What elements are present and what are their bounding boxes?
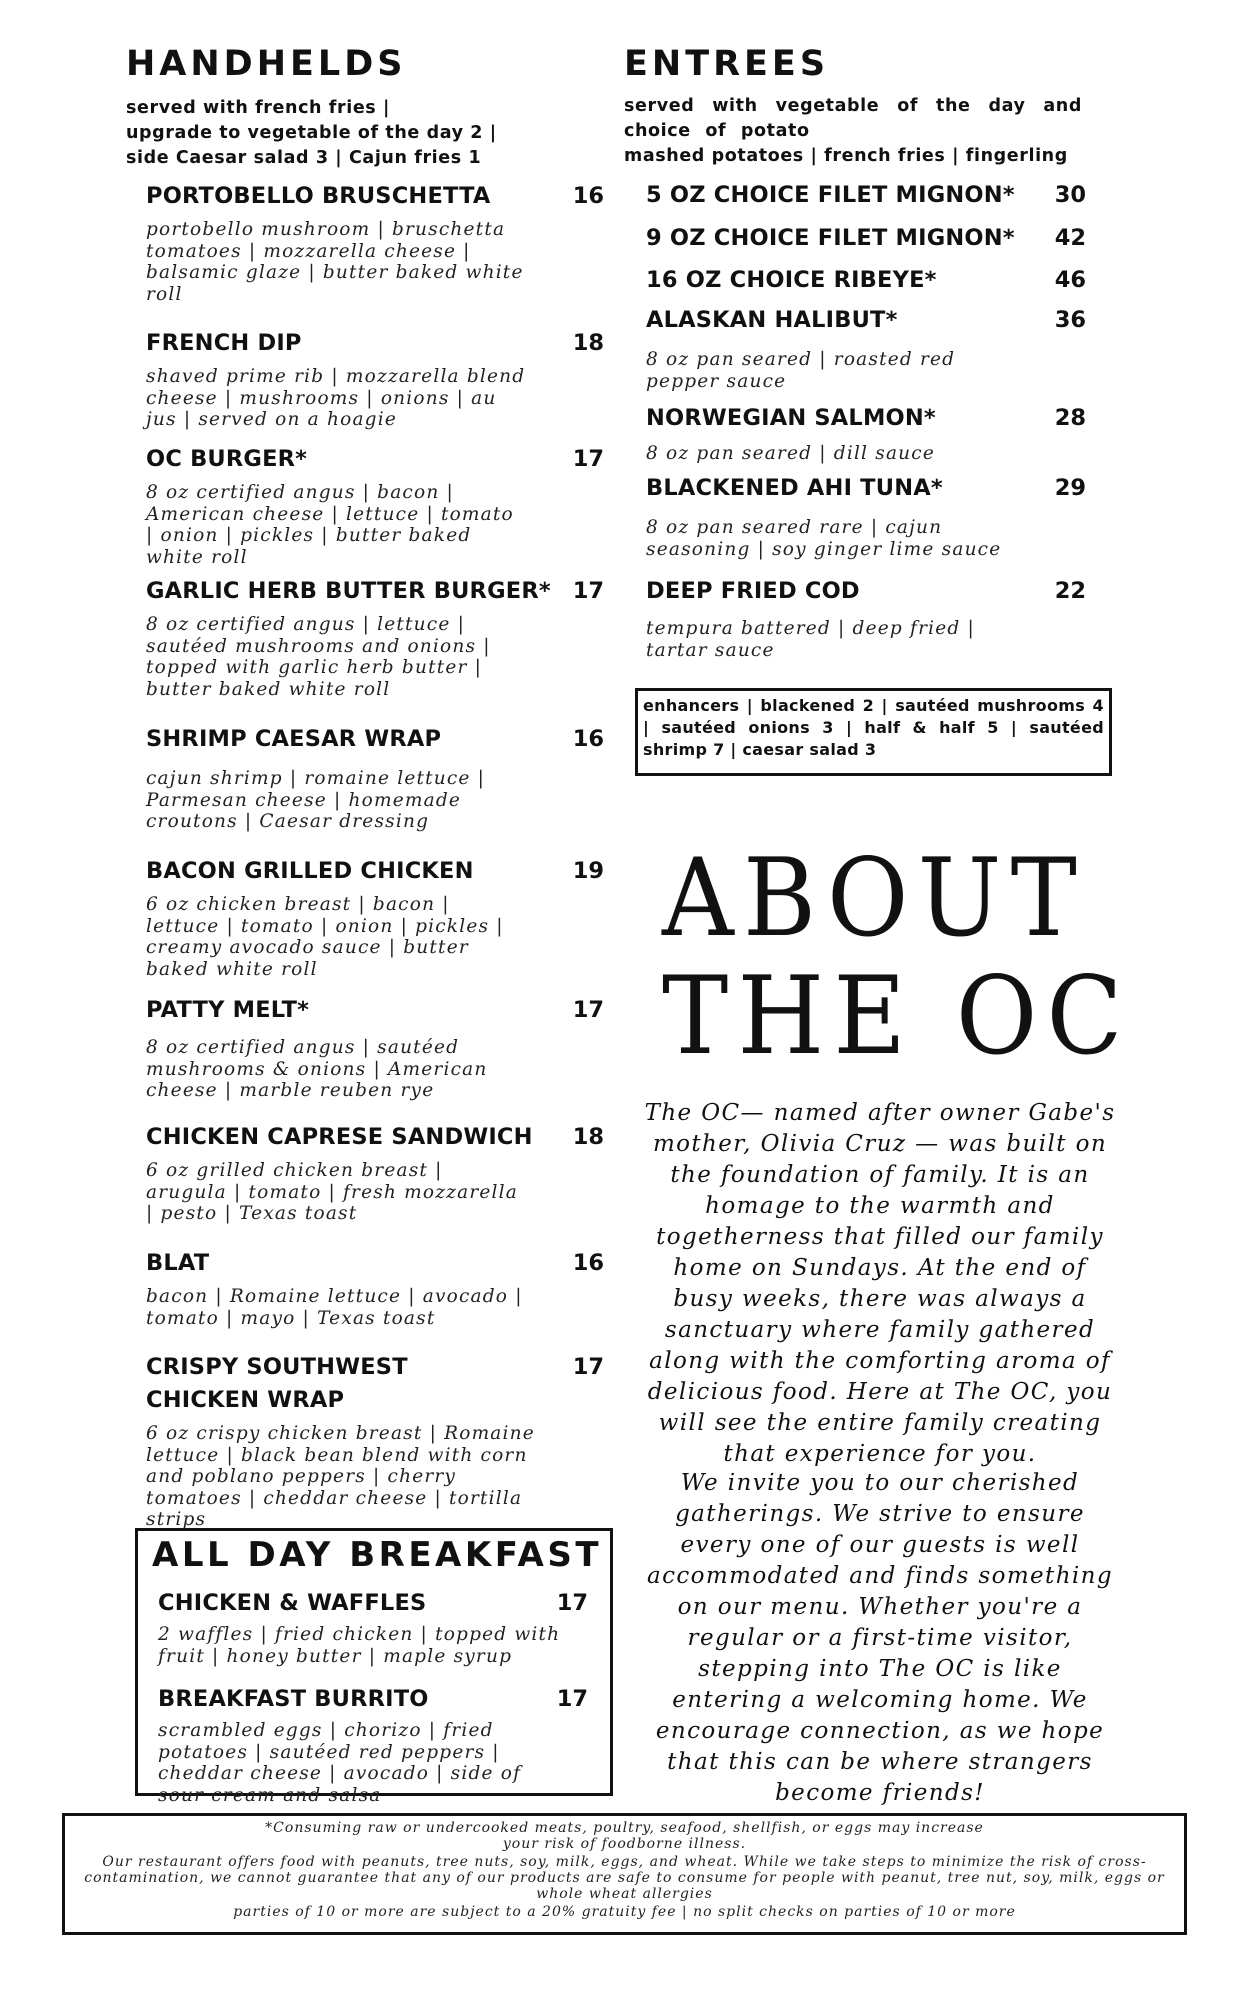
handhelds-title: HANDHELDS [126, 44, 407, 84]
disclaimer-allergens: Our restaurant offers food with peanuts, tree nuts, soy, milk, eggs, and wheat. While we take steps to minimize the risk of cross-contamination, we cannot guarantee that any of our products are safe to consume for people with peanut, tree nut, soy, milk, eggs or whole wheat allergies [84, 1854, 1165, 1902]
item-price: 16 [572, 726, 604, 752]
item-price: 36 [1054, 307, 1086, 333]
item-name: PATTY MELT* [146, 997, 310, 1023]
item-name: 5 OZ CHOICE FILET MIGNON* [646, 182, 1015, 208]
item-description: 8 oz certified angus | bacon | American cheese | lettuce | tomato | onion | pickles | butter baked white roll [146, 482, 514, 568]
item-price: 17 [556, 1686, 588, 1712]
item-name: NORWEGIAN SALMON* [646, 405, 936, 431]
item-price: 46 [1054, 267, 1086, 293]
about-paragraph-1: The OC— named after owner Gabe's mother, Olivia Cruz — was built on the foundation of family. It is an homage to the warmth and togetherness that filled our family home on Sundays. At the end of busy weeks, there was always a sanctuary where family gathered along with the comforting aroma of delicious food. Here at The OC, you will see the entire family creating that experience for you. [644, 1100, 1116, 1467]
item-name: 16 OZ CHOICE RIBEYE* [646, 267, 937, 293]
item-description: bacon | Romaine lettuce | avocado | tomato | mayo | Texas toast [146, 1286, 523, 1329]
handhelds-subtitle-line: side Caesar salad 3 | Cajun fries 1 [126, 148, 482, 168]
item-name: 9 OZ CHOICE FILET MIGNON* [646, 225, 1015, 251]
item-name: ALASKAN HALIBUT* [646, 307, 898, 333]
handhelds-subtitle-line: served with french fries | [126, 98, 391, 118]
item-price: 18 [572, 1124, 604, 1150]
item-name: BACON GRILLED CHICKEN [146, 858, 474, 884]
menu-item [646, 264, 1086, 297]
menu-item [146, 327, 604, 431]
item-price: 17 [556, 1590, 588, 1616]
item-description: 6 oz grilled chicken breast | arugula | tomato | fresh mozzarella | pesto | Texas toast [146, 1160, 518, 1224]
entrees-subtitle [624, 94, 1082, 169]
entrees-title: ENTREES [624, 44, 830, 84]
item-name: SHRIMP CAESAR WRAP [146, 726, 442, 752]
item-price: 17 [572, 997, 604, 1023]
menu-item [146, 723, 604, 833]
breakfast-title: ALL DAY BREAKFAST [152, 1535, 603, 1575]
menu-item [646, 179, 1086, 212]
item-name: PORTOBELLO BRUSCHETTA [146, 183, 491, 209]
disclaimer-gratuity: parties of 10 or more are subject to a 20% gratuity fee | no split checks on parties of 10 or more [233, 1904, 1016, 1920]
menu-item [646, 472, 1086, 560]
item-description: cajun shrimp | romaine lettuce | Parmesan cheese | homemade croutons | Caesar dressing [146, 768, 486, 832]
item-description: 6 oz chicken breast | bacon | lettuce | tomato | onion | pickles | creamy avocado sauce | butter baked white roll [146, 894, 504, 980]
item-description: 8 oz pan seared rare | cajun seasoning | soy ginger lime sauce [646, 517, 1002, 560]
menu-item [146, 1247, 604, 1329]
item-price: 30 [1054, 182, 1086, 208]
item-price: 18 [572, 330, 604, 356]
handhelds-subtitle-line: upgrade to vegetable of the day 2 | [126, 123, 497, 143]
item-name: OC BURGER* [146, 446, 308, 472]
item-price: 19 [572, 858, 604, 884]
item-description: 8 oz certified angus | sautéed mushrooms & onions | American cheese | marble reuben rye [146, 1037, 488, 1101]
menu-item [146, 575, 604, 700]
enhancers-text: enhancers | blackened 2 | sautéed mushrooms 4 | sautéed onions 3 | half & half 5 | sautéed shrimp 7 | caesar salad 3 [643, 696, 1104, 759]
menu-item [646, 402, 1086, 465]
breakfast-box [135, 1528, 613, 1806]
item-price: 16 [572, 183, 604, 209]
entrees-subtitle-line: mashed potatoes | french fries | fingerling [624, 146, 1068, 166]
menu-item [146, 1351, 604, 1531]
item-description: portobello mushroom | bruschetta tomatoes | mozzarella cheese | balsamic glaze | butter baked white roll [146, 219, 524, 305]
about-paragraph-2: We invite you to our cherished gatherings. We strive to ensure every one of our guests is well accommodated and finds something on our menu. Whether you're a regular or a first-time visitor, stepping into The OC is like entering a welcoming home. We encourage connection, as we hope that this can be where strangers become friends! [646, 1470, 1113, 1806]
entrees-subtitle-line: served with vegetable of the day and choice of potato [624, 96, 1082, 141]
handhelds-subtitle [126, 96, 526, 171]
item-price: 17 [572, 446, 604, 472]
item-price: 28 [1054, 405, 1086, 431]
menu-item [146, 1121, 604, 1225]
about-title-line1: ABOUT [662, 836, 1087, 961]
item-name: GARLIC HERB BUTTER BURGER* [146, 578, 551, 604]
menu-item [646, 222, 1086, 255]
item-price: 17 [572, 578, 604, 604]
item-name: BLAT [146, 1250, 210, 1276]
enhancers-box [635, 688, 1112, 776]
menu-item [646, 575, 1086, 661]
item-description: 2 waffles | fried chicken | topped with fruit | honey butter | maple syrup [158, 1624, 561, 1667]
item-name: CRISPY SOUTHWEST CHICKEN WRAP [146, 1354, 408, 1413]
item-price: 16 [572, 1250, 604, 1276]
menu-item [158, 1683, 588, 1806]
item-name: CHICKEN & WAFFLES [158, 1590, 427, 1616]
menu-item [158, 1587, 588, 1667]
item-price: 22 [1054, 578, 1086, 604]
item-description: scrambled eggs | chorizo | fried potatoes | sautéed red peppers | cheddar cheese | avocado | side of sour cream and salsa [158, 1720, 522, 1806]
item-description: 8 oz pan seared | dill sauce [646, 443, 936, 464]
item-description: 8 oz pan seared | roasted red pepper sauce [646, 349, 956, 392]
disclaimer-box [62, 1813, 1187, 1935]
item-description: tempura battered | deep fried | tartar sauce [646, 618, 975, 661]
item-price: 29 [1054, 475, 1086, 501]
menu-item [146, 855, 604, 980]
menu-item [146, 994, 604, 1102]
item-description: 6 oz crispy chicken breast | Romaine lettuce | black bean blend with corn and poblano peppers | cherry tomatoes | cheddar cheese | tortilla strips [146, 1423, 535, 1530]
item-name: DEEP FRIED COD [646, 578, 860, 604]
item-name: CHICKEN CAPRESE SANDWICH [146, 1124, 533, 1150]
item-name: FRENCH DIP [146, 330, 302, 356]
disclaimer-raw-food: *Consuming raw or undercooked meats, poultry, seafood, shellfish, or eggs may increase your risk of foodborne illness. [265, 1820, 984, 1852]
item-name: BREAKFAST BURRITO [158, 1686, 429, 1712]
menu-item [646, 304, 1086, 392]
item-description: shaved prime rib | mozzarella blend cheese | mushrooms | onions | au jus | served on a hoagie [146, 366, 526, 430]
item-description: 8 oz certified angus | lettuce | sautéed mushrooms and onions | topped with garlic herb butter | butter baked white roll [146, 614, 491, 700]
item-name: BLACKENED AHI TUNA* [646, 475, 943, 501]
menu-item [146, 443, 604, 568]
about-title-line2: THE OC [662, 954, 1132, 1079]
menu-item [146, 180, 604, 305]
item-price: 42 [1054, 225, 1086, 251]
item-price: 17 [572, 1354, 604, 1380]
